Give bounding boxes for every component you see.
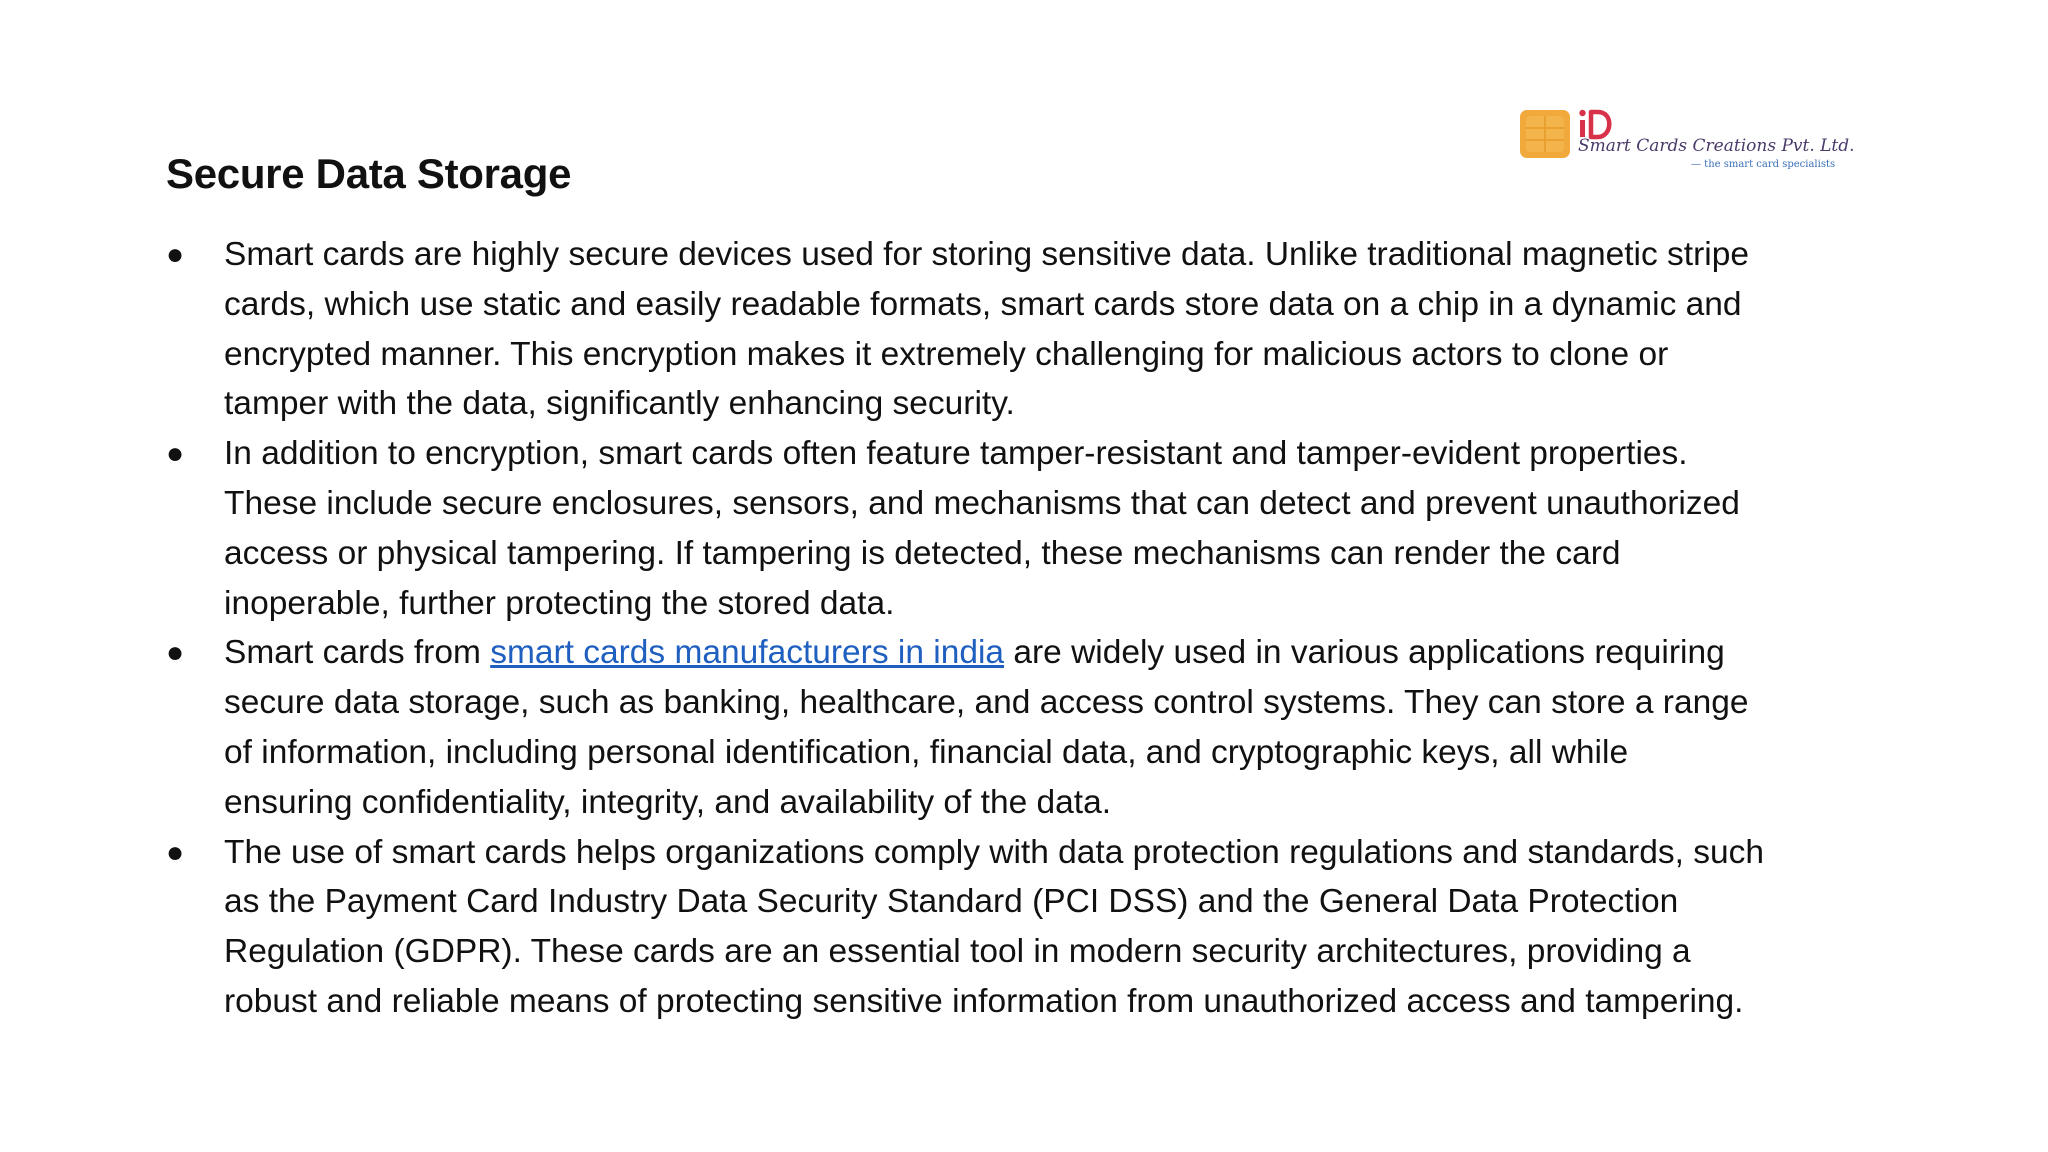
company-logo — [1518, 106, 1855, 176]
bullet-icon: ● — [166, 636, 185, 670]
bullet-text-before-link: Smart cards from — [224, 634, 491, 672]
list-item — [166, 230, 1766, 429]
list-item — [166, 828, 1766, 1027]
page-title: Secure Data Storage — [166, 150, 572, 197]
bullet-text: The use of smart cards helps organizations comply with data protection regulations and standards, such as the Payment Card Industry Data Security Standard (PCI DSS) and the General Data Protection Regulation (GDPR). These cards are an essential tool in modern security architectures, providing a robust and reliable means of protecting sensitive information from unauthorized access and tampering. — [224, 833, 1764, 1020]
bullet-icon: ● — [166, 835, 185, 869]
list-item — [166, 429, 1766, 628]
bullet-icon: ● — [166, 437, 185, 471]
bullet-text: Smart cards are highly secure devices used for storing sensitive data. Unlike traditional magnetic stripe cards, which use static and easily readable formats, smart cards store data on a chip in a dynamic and encrypted manner. This encryption makes it extremely challenging for malicious actors to clone or tamper with the data, significantly enhancing security. — [224, 236, 1749, 423]
bullet-text-after-link: are widely used in various applications requiring secure data storage, such as banking, healthcare, and access control systems. They can store a range of information, including personal identification, financial data, and cryptographic keys, all while ensuring confidentiality, integrity, and availability of the data. — [224, 634, 1749, 821]
bullet-list — [166, 230, 1766, 1027]
logo-tagline: — the smart card specialists — [1691, 159, 1836, 170]
bullet-text: In addition to encryption, smart cards often feature tamper-resistant and tamper-evident properties. These include secure enclosures, sensors, and mechanisms that can detect and prevent unauthorized access or physical tampering. If tampering is detected, these mechanisms can render the card inoperable, further protecting the stored data. — [224, 435, 1740, 622]
bullet-text — [224, 628, 1764, 827]
bullet-icon: ● — [166, 238, 185, 271]
logo-company-name: Smart Cards Creations Pvt. Ltd. — [1578, 136, 1855, 156]
manufacturers-link[interactable]: smart cards manufacturers in india — [490, 634, 1005, 672]
list-item — [166, 628, 1766, 827]
